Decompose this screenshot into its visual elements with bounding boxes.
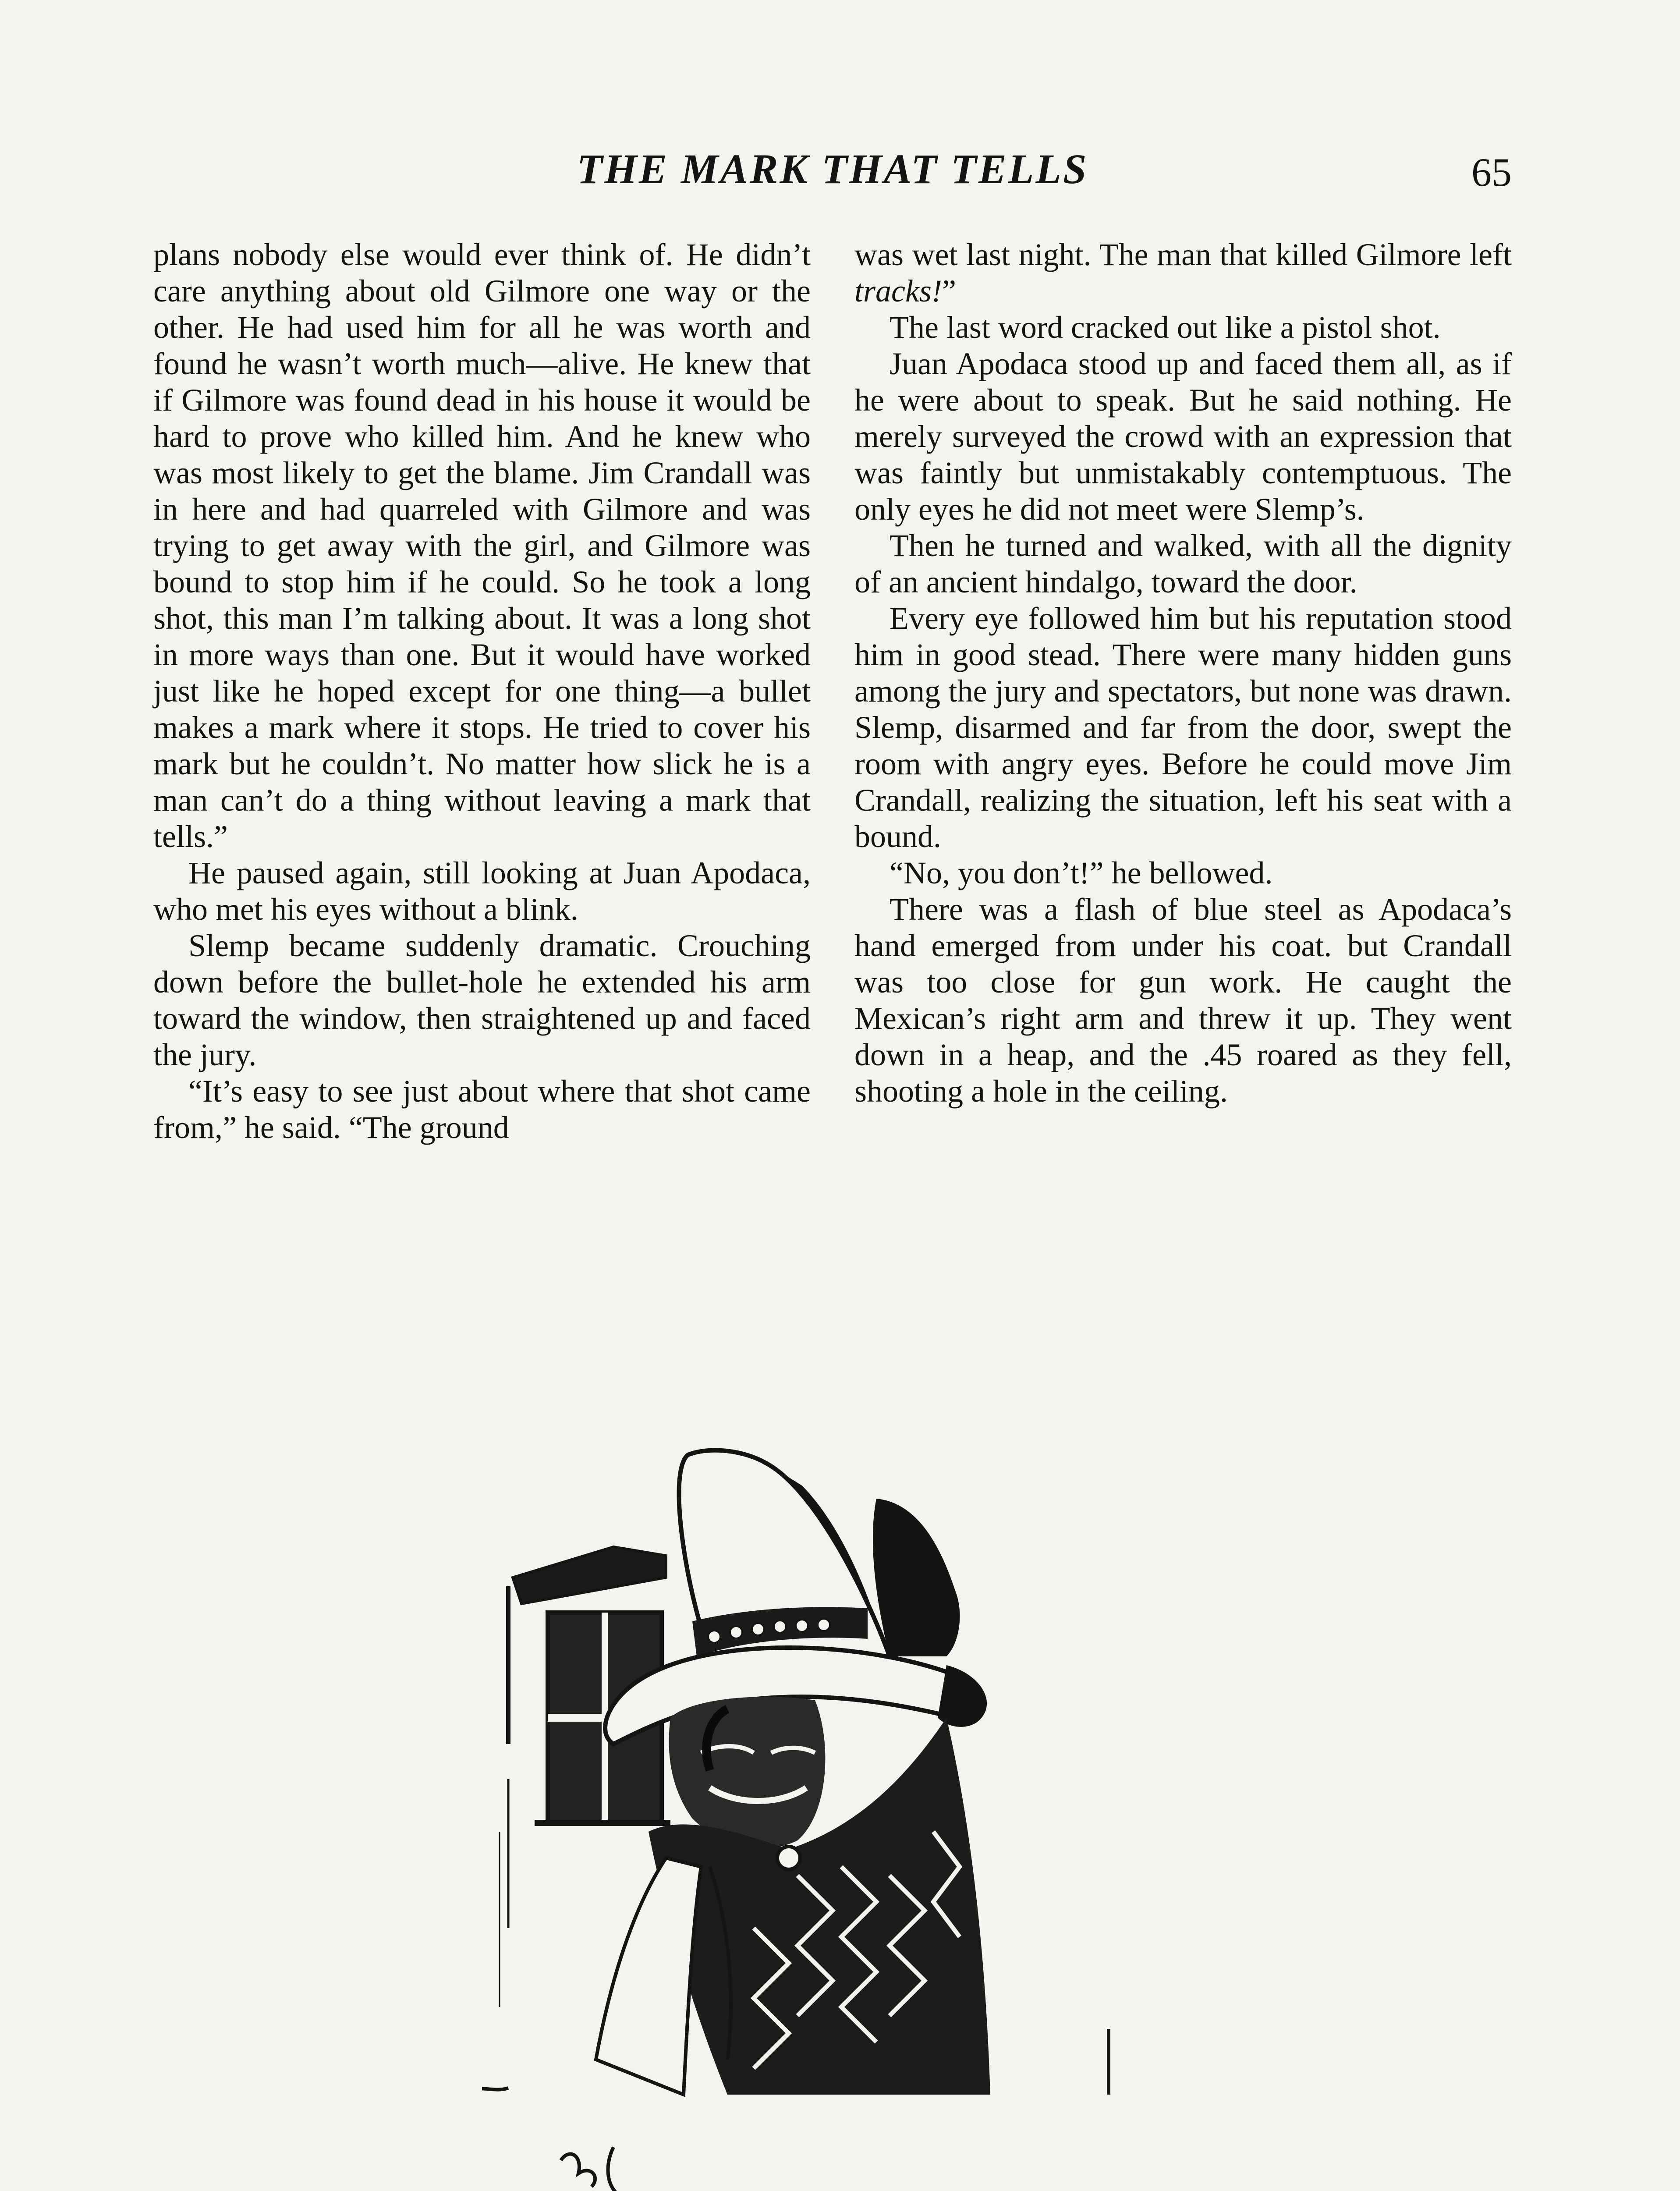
paragraph xyxy=(854,237,1512,309)
paragraph: plans nobody else would ever think of. He didn’t care anything about old Gilmore one way or the other. He had used him for all he was worth and found he wasn’t worth much—alive. He knew that if Gilmore was found dead in his house it would be hard to prove who killed him. And he knew who was most likely to get the blame. Jim Crandall was in here and had quarreled with Gilmore and was trying to get away with the girl, and Gilmore was bound to stop him if he could. So he took a long shot, this man I’m talking about. It was a long shot in more ways than one. But it would have worked just like he hoped except for one thing—a bullet makes a mark where it stops. He tried to cover his mark but he couldn’t. No matter how slick he is a man can’t do a thing without leaving a mark that tells.” xyxy=(153,237,811,854)
right-column xyxy=(854,237,1512,1110)
text-columns xyxy=(153,237,1512,1310)
running-title: THE MARK THAT TELLS xyxy=(577,145,1088,192)
paragraph: There was a flash of blue steel as Apodaca’s hand emerged from under his coat. but Crandall was too close for gun work. He caught the Mexican’s right arm and threw it up. They went down in a heap, and the .45 roared as they fell, shooting a hole in the ceiling. xyxy=(854,892,1512,1109)
paragraph: Every eye followed him but his reputation stood him in good stead. There were many hidden guns among the jury and spectators, but none was drawn. Slemp, disarmed and far from the door, swept the room with angry eyes. Before he could move Jim Crandall, realizing the situation, left his seat with a bound. xyxy=(854,601,1512,854)
sombrero-man-illustration xyxy=(482,1437,1131,2191)
paragraph: “No, you don’t!” he bellowed. xyxy=(890,855,1273,890)
page-number: 65 xyxy=(1471,150,1512,195)
page-header xyxy=(153,145,1512,206)
paragraph: The last word cracked out like a pistol shot. xyxy=(890,310,1441,345)
left-column xyxy=(153,237,811,1146)
paragraph: Then he turned and walked, with all the dignity of an ancient hindalgo, toward the door. xyxy=(854,528,1512,599)
paragraph: “It’s easy to see just about where that shot came from,” he said. “The ground xyxy=(153,1074,811,1145)
italic-word: tracks! xyxy=(854,273,942,308)
paragraph: Juan Apodaca stood up and faced them all, as if he were about to speak. But he said nothing. He merely surveyed the crowd with an expression that was faintly but unmistakably contemptuous. The only eyes he did not meet were Slemp’s. xyxy=(854,346,1512,527)
paragraph: He paused again, still looking at Juan Apodaca, who met his eyes without a blink. xyxy=(153,855,811,927)
paragraph-text: was wet last night. The man that killed Gilmore left xyxy=(854,237,1512,272)
closing-quote: ” xyxy=(942,273,956,308)
paragraph: Slemp became suddenly dramatic. Crouching down before the bullet-hole he extended his arm toward the window, then straightened up and faced the jury. xyxy=(153,928,811,1072)
